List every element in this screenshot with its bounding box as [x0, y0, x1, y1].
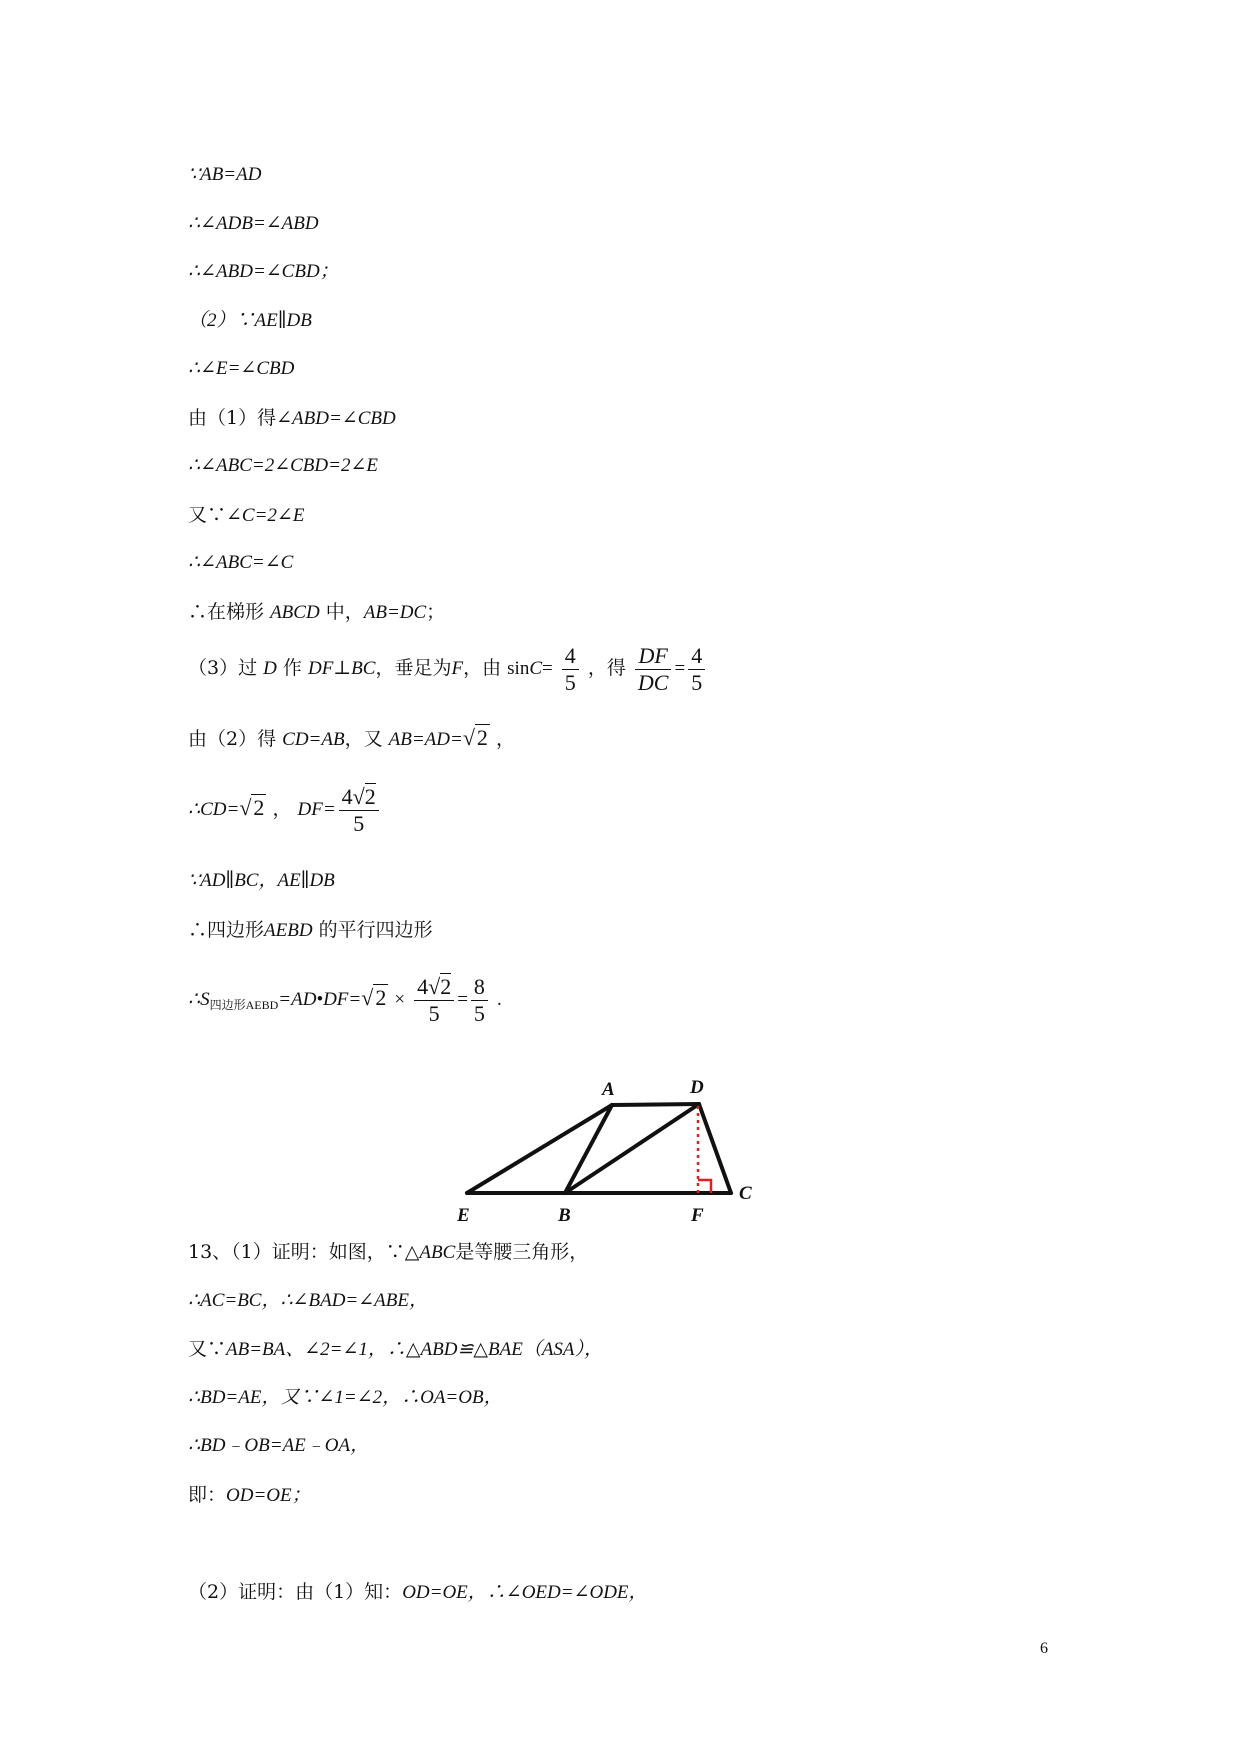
vertex-label-b: B: [558, 1205, 571, 1225]
vertex-label-f: F: [691, 1205, 704, 1225]
vertex-label-c: C: [739, 1183, 752, 1204]
proof-line-10-e: ；: [426, 601, 446, 623]
proof-line-8-prefix: 又∵: [188, 504, 227, 526]
fraction-numerator: 4√2: [339, 784, 379, 811]
fraction-df-dc: [635, 643, 672, 696]
fraction-denominator: 5: [353, 810, 365, 836]
sqrt-radicand: 2: [476, 725, 488, 750]
area-subscript-a: 四边形: [209, 998, 246, 1012]
proof-line-7: ∴∠ABC=2∠CBD=2∠E: [188, 455, 378, 476]
proof-line-2: ∴∠ADB=∠ABD: [188, 213, 319, 234]
proof-line-16: [188, 968, 502, 1035]
p13-line-7: [188, 1580, 648, 1605]
proof-line-15-c: 的平行四边形: [318, 919, 433, 941]
sqrt-expression: √2: [462, 725, 488, 750]
proof-line-9: ∴∠ABC=∠C: [188, 552, 294, 573]
proof-line-12-d: AB=AD=: [388, 729, 463, 750]
proof-line-10-a: ∴在梯形: [188, 601, 265, 623]
line-ad: [612, 1104, 699, 1105]
coefficient: 4: [341, 783, 353, 809]
proof-line-6-expr: ∠ABD=∠CBD: [276, 408, 396, 429]
proof-line-15-b: AEBD: [264, 920, 313, 941]
p13-line-1-c: 是等腰三角形，: [455, 1241, 589, 1263]
p13-line-1: [188, 1240, 588, 1265]
fraction-denominator: 5: [564, 669, 576, 695]
vertex-label-a: A: [602, 1079, 615, 1100]
p13-line-3-b: AB=BA、∠2=∠1，∴△ABD≌△BAE（ASA），: [226, 1339, 604, 1360]
proof-line-12-e: ，: [495, 728, 515, 750]
p13-line-3: [188, 1337, 603, 1362]
fraction-denominator: 5: [691, 669, 703, 695]
proof-line-11-d: DF⊥BC: [307, 658, 376, 679]
fraction-df-value: [339, 784, 379, 837]
proof-line-11-k: ，得: [587, 657, 626, 679]
p13-line-6-a: 即：: [188, 1484, 227, 1506]
p13-line-3-a: 又∵: [188, 1338, 227, 1360]
proof-line-13-c: DF=: [297, 799, 336, 820]
trapezoid-figure: [445, 1075, 805, 1225]
p13-line-6: [188, 1483, 311, 1508]
period: .: [496, 989, 502, 1010]
proof-line-11-c: 作: [282, 657, 302, 679]
fraction-numerator: 4: [562, 643, 579, 670]
fraction-numerator: DF: [635, 643, 672, 670]
p13-line-6-b: OD=OE；: [226, 1485, 311, 1506]
proof-line-11-e: ，垂足为: [375, 657, 452, 679]
proof-line-11: [188, 638, 708, 699]
p13-line-7-a: （2）证明：由（1）知：: [188, 1581, 403, 1603]
fraction-denominator: 5: [473, 1000, 485, 1026]
proof-line-11-f: F: [451, 658, 464, 679]
proof-line-12-c: ，又: [344, 728, 383, 750]
fraction-result: [471, 974, 488, 1027]
sqrt-radicand: 2: [375, 985, 387, 1010]
fraction-df-value: [414, 974, 454, 1027]
fraction-numerator: 8: [471, 974, 488, 1001]
line-db: [565, 1104, 699, 1193]
proof-line-13-b: ，: [272, 798, 292, 820]
proof-line-15-a: ∴四边形: [188, 919, 265, 941]
proof-line-11-l: =: [674, 658, 686, 679]
sqrt-radicand: 2: [253, 795, 265, 820]
proof-line-16-b: =AD•DF=: [278, 989, 362, 1010]
sqrt-expression: √2: [239, 795, 265, 820]
proof-line-11-b: D: [263, 658, 277, 679]
p13-line-1-a: 13、（1）证明：如图，∵: [188, 1241, 405, 1263]
fraction-numerator: 4: [688, 643, 705, 670]
equals-sign: =: [457, 989, 468, 1010]
proof-line-12-b: CD=AB: [282, 729, 345, 750]
proof-line-10-d: AB=DC: [363, 602, 427, 623]
proof-line-10: [188, 600, 445, 625]
proof-line-15: [188, 918, 433, 943]
times-sign: ×: [394, 989, 406, 1010]
area-subscript-b: AEBD: [245, 998, 279, 1012]
fraction-denominator: 5: [428, 1000, 440, 1026]
proof-line-6-prefix: 由（1）得: [188, 407, 277, 429]
vertex-label-e: E: [457, 1205, 470, 1225]
vertex-label-d: D: [690, 1077, 704, 1098]
area-symbol: ∴S: [188, 989, 210, 1010]
fraction-numerator: 4√2: [414, 974, 454, 1001]
proof-line-8: [188, 503, 304, 528]
proof-line-12: [188, 726, 515, 752]
p13-line-7-b: OD=OE，∴∠OED=∠ODE，: [402, 1582, 648, 1603]
sin-function: sin: [507, 658, 530, 679]
proof-line-6: [188, 406, 396, 431]
proof-line-10-b: ABCD: [270, 602, 320, 623]
sqrt-radicand: 2: [440, 973, 452, 999]
proof-line-11-i: C: [529, 658, 543, 679]
proof-line-1: ∵AB=AD: [188, 164, 262, 185]
proof-line-11-g: ，由: [463, 657, 502, 679]
fraction-denominator: DC: [637, 669, 669, 695]
sqrt-expression: √2: [361, 985, 387, 1010]
fraction-four-fifths: [688, 643, 705, 696]
proof-line-3: ∴∠ABD=∠CBD；: [188, 261, 339, 282]
fraction-sin-c: [562, 643, 579, 696]
sqrt-radicand: 2: [364, 783, 376, 809]
proof-line-13-a: ∴CD=: [188, 799, 240, 820]
proof-line-4: （2）∵AE∥DB: [188, 310, 312, 331]
proof-line-5: ∴∠E=∠CBD: [188, 358, 295, 379]
proof-line-8-expr: ∠C=2∠E: [226, 505, 305, 526]
proof-line-11-a: （3）过: [188, 657, 258, 679]
proof-line-11-j: =: [542, 658, 553, 679]
proof-line-13: [188, 778, 382, 840]
p13-line-5: ∴BD﹣OB=AE﹣OA，: [188, 1435, 370, 1456]
p13-line-1-b: △ABC: [404, 1242, 456, 1263]
p13-line-4: ∴BD=AE，又∵∠1=∠2，∴OA=OB，: [188, 1387, 503, 1408]
proof-line-10-c: 中，: [325, 601, 364, 623]
page-number: 6: [1040, 1640, 1048, 1657]
proof-line-14: ∵AD∥BC，AE∥DB: [188, 870, 335, 891]
coefficient: 4: [417, 973, 429, 999]
p13-line-2: ∴AC=BC，∴∠BAD=∠ABE，: [188, 1290, 428, 1311]
proof-line-12-a: 由（2）得: [188, 728, 277, 750]
